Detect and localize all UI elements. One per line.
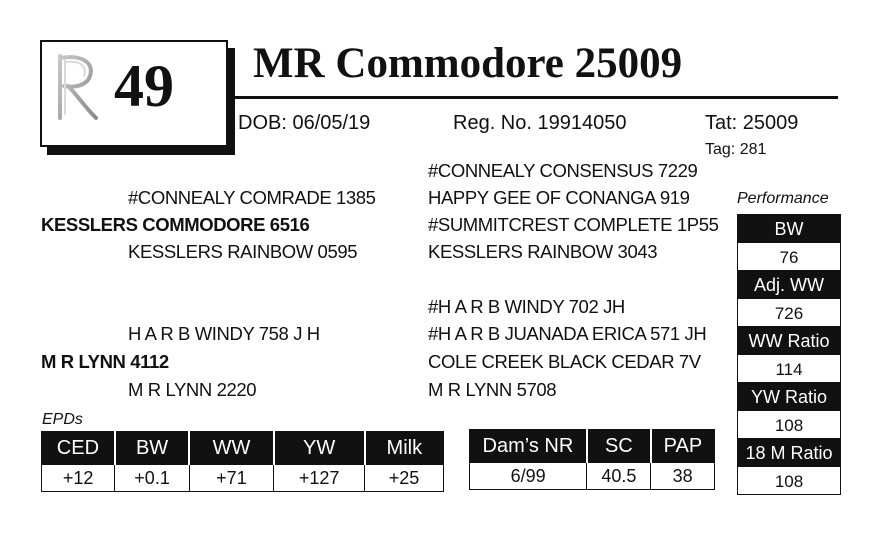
epd-header-ced: CED: [42, 432, 115, 465]
perf-yw-ratio-label: YW Ratio: [738, 383, 840, 413]
pap-header: PAP: [651, 430, 715, 463]
epd-ww-value: +71: [189, 465, 273, 492]
dam-stats-header-row: [470, 430, 715, 463]
registered-r-logo-icon: [54, 52, 100, 124]
title-divider: [232, 96, 838, 99]
pedigree-sire-dam-dam: KESSLERS RAINBOW 3043: [428, 241, 658, 262]
dam-nr-header: Dam’s NR: [470, 430, 587, 463]
sc-header: SC: [587, 430, 651, 463]
registration-number: Reg. No. 19914050: [453, 112, 627, 134]
pedigree-sire-sire: #CONNEALY COMRADE 1385: [128, 187, 376, 208]
sc-value: 40.5: [587, 463, 651, 490]
perf-18m-ratio-value: 108: [738, 469, 840, 494]
epds-label: EPDs: [42, 411, 83, 428]
dam-nr-value: 6/99: [470, 463, 587, 490]
epd-table: [41, 431, 444, 492]
epd-milk-value: +25: [365, 465, 444, 492]
perf-18m-ratio-label: 18 M Ratio: [738, 439, 840, 469]
perf-adj-ww-value: 726: [738, 301, 840, 327]
epd-header-bw: BW: [115, 432, 190, 465]
pap-value: 38: [651, 463, 715, 490]
performance-panel: [737, 214, 841, 495]
lot-number: 49: [114, 53, 174, 119]
tattoo: Tat: 25009: [705, 112, 799, 134]
performance-label: Performance: [737, 190, 829, 207]
pedigree-sire-sire-sire: #CONNEALY CONSENSUS 7229: [428, 160, 698, 181]
animal-name: MR Commodore 25009: [253, 40, 683, 87]
pedigree-sire-dam-sire: #SUMMITCREST COMPLETE 1P55: [428, 214, 719, 235]
epd-value-row: [42, 465, 444, 492]
pedigree-dam-dam-dam: M R LYNN 5708: [428, 379, 557, 400]
pedigree-dam-sire-sire: #H A R B WINDY 702 JH: [428, 296, 625, 317]
pedigree-sire-dam: KESSLERS RAINBOW 0595: [128, 241, 358, 262]
perf-ww-ratio-label: WW Ratio: [738, 327, 840, 357]
pedigree-sire: KESSLERS COMMODORE 6516: [41, 214, 310, 235]
dam-stats-value-row: [470, 463, 715, 490]
epd-header-ww: WW: [189, 432, 273, 465]
perf-yw-ratio-value: 108: [738, 413, 840, 439]
epd-header-row: [42, 432, 444, 465]
epd-header-yw: YW: [274, 432, 365, 465]
pedigree-sire-sire-dam: HAPPY GEE OF CONANGA 919: [428, 187, 690, 208]
pedigree-dam-dam: M R LYNN 2220: [128, 379, 257, 400]
epd-header-milk: Milk: [365, 432, 444, 465]
perf-bw-value: 76: [738, 245, 840, 271]
epd-ced-value: +12: [42, 465, 115, 492]
tag-number: Tag: 281: [705, 141, 767, 158]
perf-adj-ww-label: Adj. WW: [738, 271, 840, 301]
epd-yw-value: +127: [274, 465, 365, 492]
dam-stats-table: [469, 429, 715, 490]
pedigree-dam-sire-dam: #H A R B JUANADA ERICA 571 JH: [428, 323, 707, 344]
epd-bw-value: +0.1: [115, 465, 190, 492]
pedigree-dam-dam-sire: COLE CREEK BLACK CEDAR 7V: [428, 351, 701, 372]
lot-number-box: [40, 40, 228, 147]
pedigree-dam: M R LYNN 4112: [41, 351, 169, 372]
perf-bw-label: BW: [738, 215, 840, 245]
perf-ww-ratio-value: 114: [738, 357, 840, 383]
dob: DOB: 06/05/19: [238, 112, 371, 134]
pedigree-dam-sire: H A R B WINDY 758 J H: [128, 323, 320, 344]
